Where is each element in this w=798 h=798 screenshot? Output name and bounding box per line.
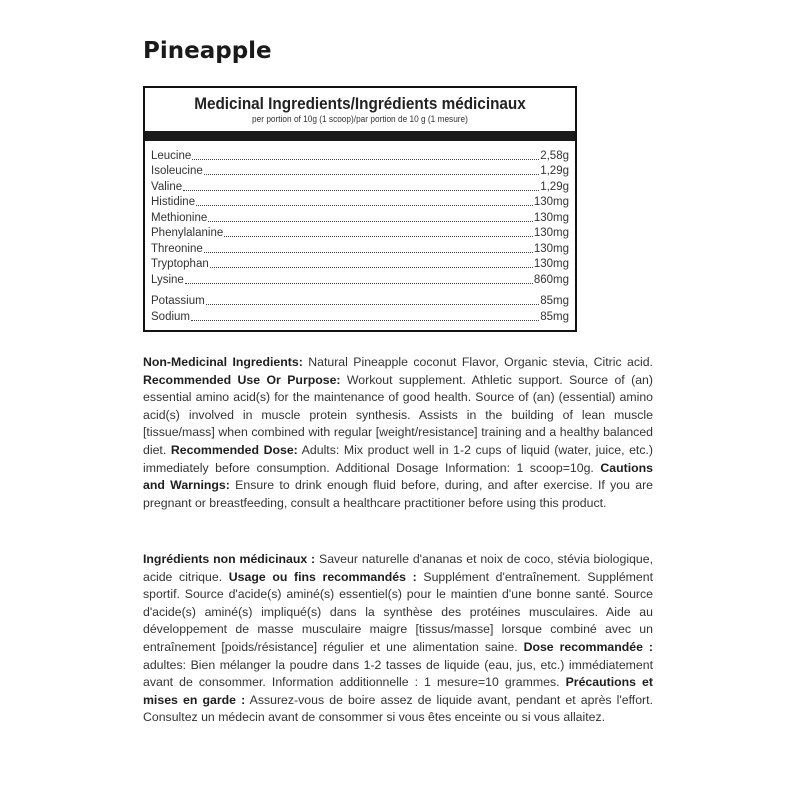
ingredient-amount: 1,29g [540, 180, 569, 193]
dot-leader [224, 236, 533, 237]
ingredient-name: Potassium [151, 295, 205, 307]
ingredient-row [151, 164, 569, 180]
dot-leader [192, 159, 539, 160]
ingredient-name: Lysine [151, 273, 184, 286]
nmi-label: Non-Medicinal Ingredients: [143, 355, 303, 369]
ingredient-amount: 130mg [533, 227, 569, 239]
caution-label: Cautions and Warnings: [143, 460, 653, 493]
ingredient-row [151, 257, 569, 273]
ingredient-name: Phenylalanine [151, 227, 224, 239]
ingredient-rows [151, 148, 569, 325]
ingredient-name: Isoleucine [151, 165, 203, 177]
ingredient-row [151, 148, 569, 164]
dot-leader [208, 221, 533, 222]
ingredient-name: Valine [151, 180, 183, 193]
dot-leader [204, 252, 533, 253]
panel-subheading: per portion of 10g (1 scoop)/par portion de 10 g (1 mesure) [252, 114, 468, 124]
dot-leader [206, 304, 540, 305]
dose-text: Adults: Mix product well in 1-2 cups of liquid (water, juice, etc.) immediately before consumption. Additional Dosage Information: 1 scoop=10g. [143, 442, 653, 475]
caution-label-fr: Précautions et mises en garde : [143, 675, 653, 707]
dot-leader [210, 267, 533, 268]
ingredient-name: Threonine [151, 242, 203, 255]
dot-leader [204, 174, 539, 175]
panel-header [145, 88, 575, 124]
nmi-text: Natural Pineapple coconut Flavor, Organic stevia, Citric acid. [302, 355, 653, 369]
ingredient-row [151, 294, 569, 310]
ingredient-amount: 130mg [533, 258, 569, 270]
ingredient-name: Methionine [151, 211, 208, 224]
caution-text-fr: Assurez-vous de boire assez de liquide avant, pendant et après l'effort. Consultez un médecin avant de consommer si vous êtes enceinte ou si vous allaitez. [143, 692, 653, 725]
dose-text-fr: adultes: Bien mélanger la poudre dans 1-2 tasses de liquide (eau, jus, etc.) immédiatement avant de consommer. Information additionnelle : 1 mesure=10 grammes. [143, 657, 653, 690]
ingredient-name: Histidine [151, 196, 196, 208]
ingredient-amount: 130mg [533, 242, 569, 255]
use-label-fr: Usage ou fins recommandés : [228, 569, 417, 584]
use-text-fr: Supplément d'entraînement. Supplément sportif. Source d'acide(s) aminé(s) essentiel(s) pour le maintien d'une bonne santé. Source d'acide(s) aminé(s) impliqué(s) dans la synthèse des protéines musculaires. Aide au développement de masse musculaire maigre [tissus/masse] lorsque combiné avec un entraînement [poids/résistance] régulier et une alimentation saine. [143, 569, 654, 654]
caution-text: Ensure to drink enough fluid before, during, and after exercise. If you are pregnant or breastfeeding, consult a healthcare practitioner before using this product. [143, 478, 653, 510]
english-label-text [143, 354, 653, 512]
dose-label-fr: Dose recommandée : [523, 639, 653, 654]
ingredient-row [151, 272, 569, 288]
ingredient-amount: 85mg [540, 295, 569, 307]
ingredient-amount: 2,58g [540, 149, 569, 162]
medicinal-ingredients-panel [143, 86, 577, 332]
ingredient-row [151, 195, 569, 211]
dot-leader [191, 320, 539, 321]
ingredient-row [151, 309, 569, 325]
product-flavor-title: Pineapple [143, 38, 272, 64]
nmi-text-fr: Saveur naturelle d'ananas et noix de coco, stévia biologique, acide citrique. [143, 552, 654, 584]
dose-label: Recommended Dose: [170, 442, 298, 457]
ingredient-name: Sodium [151, 310, 190, 323]
use-text: Workout supplement. Athletic support. Source of (an) essential amino acid(s) for the maintenance of good health. Source of (an) (essential) amino acid(s) involved in muscle protein synthesis. Assists in the building of lean muscle [tissue/mass] when combined with regular [weight/resistance] training and a healthy balanced diet. [143, 372, 653, 457]
ingredient-name: Tryptophan [151, 258, 209, 270]
dot-leader [185, 283, 533, 284]
ingredient-amount: 130mg [533, 211, 569, 224]
dot-leader [196, 205, 533, 206]
ingredient-name: Leucine [151, 149, 192, 162]
ingredient-amount: 1,29g [540, 165, 569, 177]
nmi-label-fr: Ingrédients non médicinaux : [143, 552, 316, 566]
header-divider-bar [145, 131, 575, 141]
french-label-text [143, 551, 653, 727]
use-label: Recommended Use Or Purpose: [143, 372, 341, 387]
ingredient-row [151, 179, 569, 195]
ingredient-amount: 85mg [540, 310, 569, 323]
ingredient-row [151, 210, 569, 226]
ingredient-row [151, 241, 569, 257]
ingredient-row [151, 226, 569, 242]
panel-heading: Medicinal Ingredients/Ingrédients médicinaux [194, 94, 526, 113]
dot-leader [183, 190, 539, 191]
ingredient-amount: 860mg [533, 273, 569, 286]
ingredient-amount: 130mg [533, 196, 569, 208]
